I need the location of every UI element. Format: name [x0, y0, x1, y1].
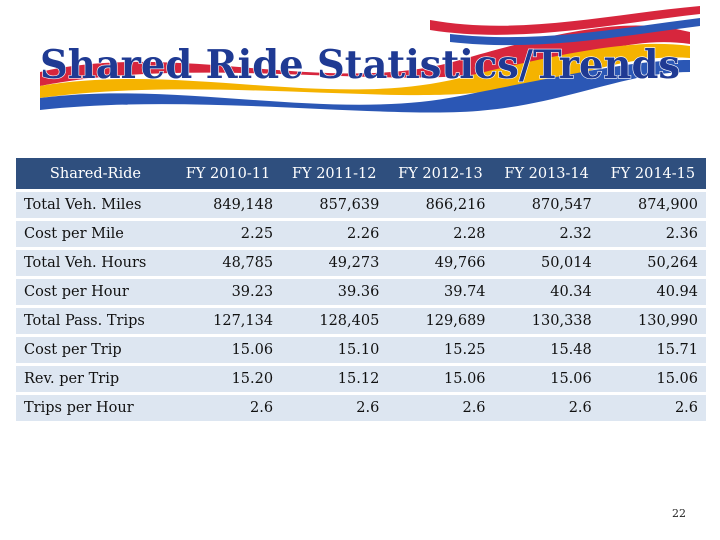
table-cell: 2.28 — [387, 221, 493, 247]
table-cell: 15.12 — [281, 366, 387, 392]
table-row — [16, 279, 706, 305]
table-cell: 2.6 — [494, 395, 600, 421]
column-header: Shared-Ride — [16, 158, 175, 189]
row-label: Total Veh. Miles — [16, 192, 175, 218]
column-header: FY 2013-14 — [494, 158, 600, 189]
table-cell: 15.10 — [281, 337, 387, 363]
column-header: FY 2014-15 — [600, 158, 706, 189]
table-cell: 15.20 — [175, 366, 281, 392]
table-cell: 2.25 — [175, 221, 281, 247]
table-row — [16, 395, 706, 421]
table-cell: 128,405 — [281, 308, 387, 334]
title-layer — [0, 0, 720, 130]
table-cell: 49,766 — [387, 250, 493, 276]
table-header-row — [16, 158, 706, 189]
table-cell: 50,264 — [600, 250, 706, 276]
column-header: FY 2011-12 — [281, 158, 387, 189]
table-row — [16, 308, 706, 334]
table-cell: 15.25 — [387, 337, 493, 363]
table-cell: 2.6 — [175, 395, 281, 421]
table-cell: 874,900 — [600, 192, 706, 218]
table-cell: 870,547 — [494, 192, 600, 218]
table-body — [16, 192, 706, 421]
row-label: Cost per Hour — [16, 279, 175, 305]
table-cell: 39.74 — [387, 279, 493, 305]
table-cell: 857,639 — [281, 192, 387, 218]
table-row — [16, 366, 706, 392]
table-cell: 2.6 — [387, 395, 493, 421]
row-label: Total Pass. Trips — [16, 308, 175, 334]
table-cell: 2.6 — [600, 395, 706, 421]
table-row — [16, 337, 706, 363]
table-cell: 127,134 — [175, 308, 281, 334]
table-cell: 866,216 — [387, 192, 493, 218]
table-cell: 130,990 — [600, 308, 706, 334]
table-cell: 50,014 — [494, 250, 600, 276]
table-cell: 49,273 — [281, 250, 387, 276]
statistics-table — [16, 155, 706, 424]
row-label: Cost per Mile — [16, 221, 175, 247]
table-row — [16, 221, 706, 247]
row-label: Trips per Hour — [16, 395, 175, 421]
column-header: FY 2012-13 — [387, 158, 493, 189]
table-cell: 2.26 — [281, 221, 387, 247]
page-title: Shared Ride Statistics/Trends — [40, 42, 680, 88]
row-label: Total Veh. Hours — [16, 250, 175, 276]
table-cell: 2.32 — [494, 221, 600, 247]
table-cell: 40.34 — [494, 279, 600, 305]
table-cell: 15.06 — [600, 366, 706, 392]
table-cell: 40.94 — [600, 279, 706, 305]
table-cell: 39.36 — [281, 279, 387, 305]
table-cell: 48,785 — [175, 250, 281, 276]
table-cell: 15.06 — [494, 366, 600, 392]
table-cell: 15.48 — [494, 337, 600, 363]
table-cell: 15.06 — [387, 366, 493, 392]
table-cell: 2.6 — [281, 395, 387, 421]
row-label: Rev. per Trip — [16, 366, 175, 392]
table-row — [16, 192, 706, 218]
table-cell: 39.23 — [175, 279, 281, 305]
table-row — [16, 250, 706, 276]
table-cell: 849,148 — [175, 192, 281, 218]
row-label: Cost per Trip — [16, 337, 175, 363]
column-header: FY 2010-11 — [175, 158, 281, 189]
table-cell: 129,689 — [387, 308, 493, 334]
table-cell: 15.06 — [175, 337, 281, 363]
table-cell: 130,338 — [494, 308, 600, 334]
table-cell: 2.36 — [600, 221, 706, 247]
page-number: 22 — [672, 507, 686, 520]
table-cell: 15.71 — [600, 337, 706, 363]
